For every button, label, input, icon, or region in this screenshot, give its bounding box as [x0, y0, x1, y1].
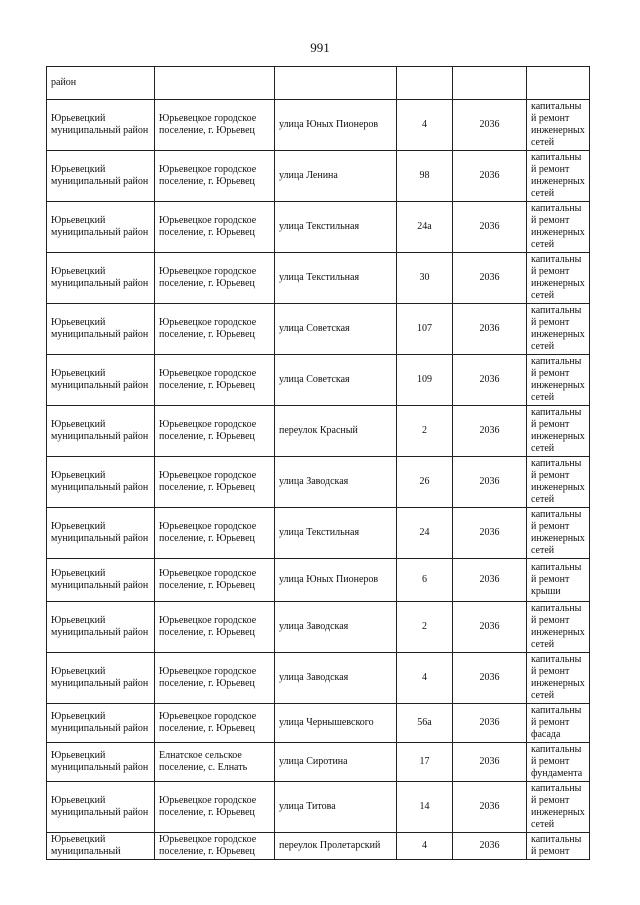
- cell-year: 2036: [453, 508, 527, 559]
- cell-work: капитальный ремонт инженерных сетей: [527, 782, 590, 833]
- cell-district: Юрьевецкий муниципальный район: [47, 653, 155, 704]
- cell-street: улица Заводская: [275, 653, 397, 704]
- cell-district: Юрьевецкий муниципальный район: [47, 782, 155, 833]
- cell-settlement: Юрьевецкое городское поселение, г. Юрьевец: [155, 602, 275, 653]
- cell-year: 2036: [453, 782, 527, 833]
- table-row: [47, 602, 590, 653]
- table-row: [47, 202, 590, 253]
- cell-settlement: [155, 67, 275, 100]
- cell-work: капитальный ремонт: [527, 833, 590, 860]
- cell-year: [453, 67, 527, 100]
- cell-settlement: Юрьевецкое городское поселение, г. Юрьевец: [155, 559, 275, 602]
- cell-street: улица Сиротина: [275, 743, 397, 782]
- cell-work: капитальный ремонт фундамента: [527, 743, 590, 782]
- cell-district: Юрьевецкий муниципальный район: [47, 508, 155, 559]
- table-row: [47, 743, 590, 782]
- cell-year: 2036: [453, 653, 527, 704]
- table-row: [47, 151, 590, 202]
- cell-house: 98: [397, 151, 453, 202]
- cell-district: Юрьевецкий муниципальный район: [47, 406, 155, 457]
- cell-settlement: Юрьевецкое городское поселение, г. Юрьевец: [155, 457, 275, 508]
- cell-district: Юрьевецкий муниципальный район: [47, 151, 155, 202]
- cell-house: 2: [397, 602, 453, 653]
- table-row: [47, 833, 590, 860]
- cell-district: Юрьевецкий муниципальный район: [47, 559, 155, 602]
- table-row: [47, 508, 590, 559]
- cell-house: 56а: [397, 704, 453, 743]
- cell-settlement: Юрьевецкое городское поселение, г. Юрьевец: [155, 151, 275, 202]
- cell-work: капитальный ремонт инженерных сетей: [527, 602, 590, 653]
- cell-house: 24: [397, 508, 453, 559]
- cell-district: Юрьевецкий муниципальный район: [47, 355, 155, 406]
- cell-street: переулок Красный: [275, 406, 397, 457]
- cell-settlement: Юрьевецкое городское поселение, г. Юрьевец: [155, 100, 275, 151]
- cell-house: 26: [397, 457, 453, 508]
- cell-work: капитальный ремонт инженерных сетей: [527, 253, 590, 304]
- cell-settlement: Юрьевецкое городское поселение, г. Юрьевец: [155, 782, 275, 833]
- cell-street: переулок Пролетарский: [275, 833, 397, 860]
- cell-work: капитальный ремонт инженерных сетей: [527, 653, 590, 704]
- table-row: [47, 355, 590, 406]
- cell-settlement: Юрьевецкое городское поселение, г. Юрьевец: [155, 202, 275, 253]
- cell-street: улица Юных Пионеров: [275, 100, 397, 151]
- table-row: [47, 406, 590, 457]
- cell-settlement: Юрьевецкое городское поселение, г. Юрьевец: [155, 508, 275, 559]
- cell-work: [527, 67, 590, 100]
- cell-house: 4: [397, 833, 453, 860]
- cell-settlement: Юрьевецкое городское поселение, г. Юрьевец: [155, 253, 275, 304]
- cell-district: Юрьевецкий муниципальный район: [47, 100, 155, 151]
- cell-street: улица Советская: [275, 304, 397, 355]
- cell-work: капитальный ремонт крыши: [527, 559, 590, 602]
- table-row: [47, 559, 590, 602]
- cell-settlement: Юрьевецкое городское поселение, г. Юрьевец: [155, 653, 275, 704]
- cell-district: Юрьевецкий муниципальный район: [47, 304, 155, 355]
- cell-year: 2036: [453, 704, 527, 743]
- cell-district: район: [47, 67, 155, 100]
- cell-work: капитальный ремонт инженерных сетей: [527, 508, 590, 559]
- cell-work: капитальный ремонт фасада: [527, 704, 590, 743]
- table-row: [47, 304, 590, 355]
- cell-house: 4: [397, 100, 453, 151]
- cell-work: капитальный ремонт инженерных сетей: [527, 406, 590, 457]
- cell-street: улица Текстильная: [275, 508, 397, 559]
- cell-district: Юрьевецкий муниципальный район: [47, 743, 155, 782]
- table-body: [47, 67, 590, 860]
- table-row: [47, 253, 590, 304]
- cell-district: Юрьевецкий муниципальный район: [47, 704, 155, 743]
- table-row: [47, 782, 590, 833]
- cell-year: 2036: [453, 457, 527, 508]
- table-row: [47, 653, 590, 704]
- table-row: [47, 100, 590, 151]
- cell-house: 24а: [397, 202, 453, 253]
- cell-house: 30: [397, 253, 453, 304]
- cell-year: 2036: [453, 833, 527, 860]
- cell-settlement: Елнатское сельское поселение, с. Елнать: [155, 743, 275, 782]
- cell-year: 2036: [453, 559, 527, 602]
- cell-year: 2036: [453, 406, 527, 457]
- cell-work: капитальный ремонт инженерных сетей: [527, 100, 590, 151]
- cell-settlement: Юрьевецкое городское поселение, г. Юрьевец: [155, 704, 275, 743]
- cell-work: капитальный ремонт инженерных сетей: [527, 202, 590, 253]
- cell-house: 4: [397, 653, 453, 704]
- cell-street: улица Юных Пионеров: [275, 559, 397, 602]
- table-row: [47, 704, 590, 743]
- cell-settlement: Юрьевецкое городское поселение, г. Юрьевец: [155, 406, 275, 457]
- cell-year: 2036: [453, 304, 527, 355]
- page-number: 991: [310, 40, 330, 55]
- cell-year: 2036: [453, 355, 527, 406]
- cell-district: Юрьевецкий муниципальный: [47, 833, 155, 860]
- cell-year: 2036: [453, 253, 527, 304]
- cell-street: улица Текстильная: [275, 202, 397, 253]
- cell-settlement: Юрьевецкое городское поселение, г. Юрьевец: [155, 304, 275, 355]
- cell-year: 2036: [453, 100, 527, 151]
- cell-year: 2036: [453, 743, 527, 782]
- cell-street: улица Заводская: [275, 602, 397, 653]
- cell-district: Юрьевецкий муниципальный район: [47, 253, 155, 304]
- cell-street: улица Советская: [275, 355, 397, 406]
- cell-work: капитальный ремонт инженерных сетей: [527, 355, 590, 406]
- cell-work: капитальный ремонт инженерных сетей: [527, 151, 590, 202]
- table-row: [47, 67, 590, 100]
- registry-table: [46, 66, 590, 860]
- cell-house: [397, 67, 453, 100]
- table-row: [47, 457, 590, 508]
- cell-street: улица Заводская: [275, 457, 397, 508]
- cell-house: 6: [397, 559, 453, 602]
- cell-year: 2036: [453, 151, 527, 202]
- cell-street: улица Ленина: [275, 151, 397, 202]
- cell-settlement: Юрьевецкое городское поселение, г. Юрьевец: [155, 355, 275, 406]
- cell-house: 14: [397, 782, 453, 833]
- cell-street: улица Титова: [275, 782, 397, 833]
- cell-house: 17: [397, 743, 453, 782]
- cell-district: Юрьевецкий муниципальный район: [47, 602, 155, 653]
- cell-house: 107: [397, 304, 453, 355]
- cell-house: 2: [397, 406, 453, 457]
- cell-house: 109: [397, 355, 453, 406]
- cell-street: улица Текстильная: [275, 253, 397, 304]
- cell-street: улица Чернышевского: [275, 704, 397, 743]
- cell-year: 2036: [453, 202, 527, 253]
- cell-settlement: Юрьевецкое городское поселение, г. Юрьевец: [155, 833, 275, 860]
- cell-work: капитальный ремонт инженерных сетей: [527, 304, 590, 355]
- cell-district: Юрьевецкий муниципальный район: [47, 457, 155, 508]
- cell-district: Юрьевецкий муниципальный район: [47, 202, 155, 253]
- cell-street: [275, 67, 397, 100]
- cell-work: капитальный ремонт инженерных сетей: [527, 457, 590, 508]
- cell-year: 2036: [453, 602, 527, 653]
